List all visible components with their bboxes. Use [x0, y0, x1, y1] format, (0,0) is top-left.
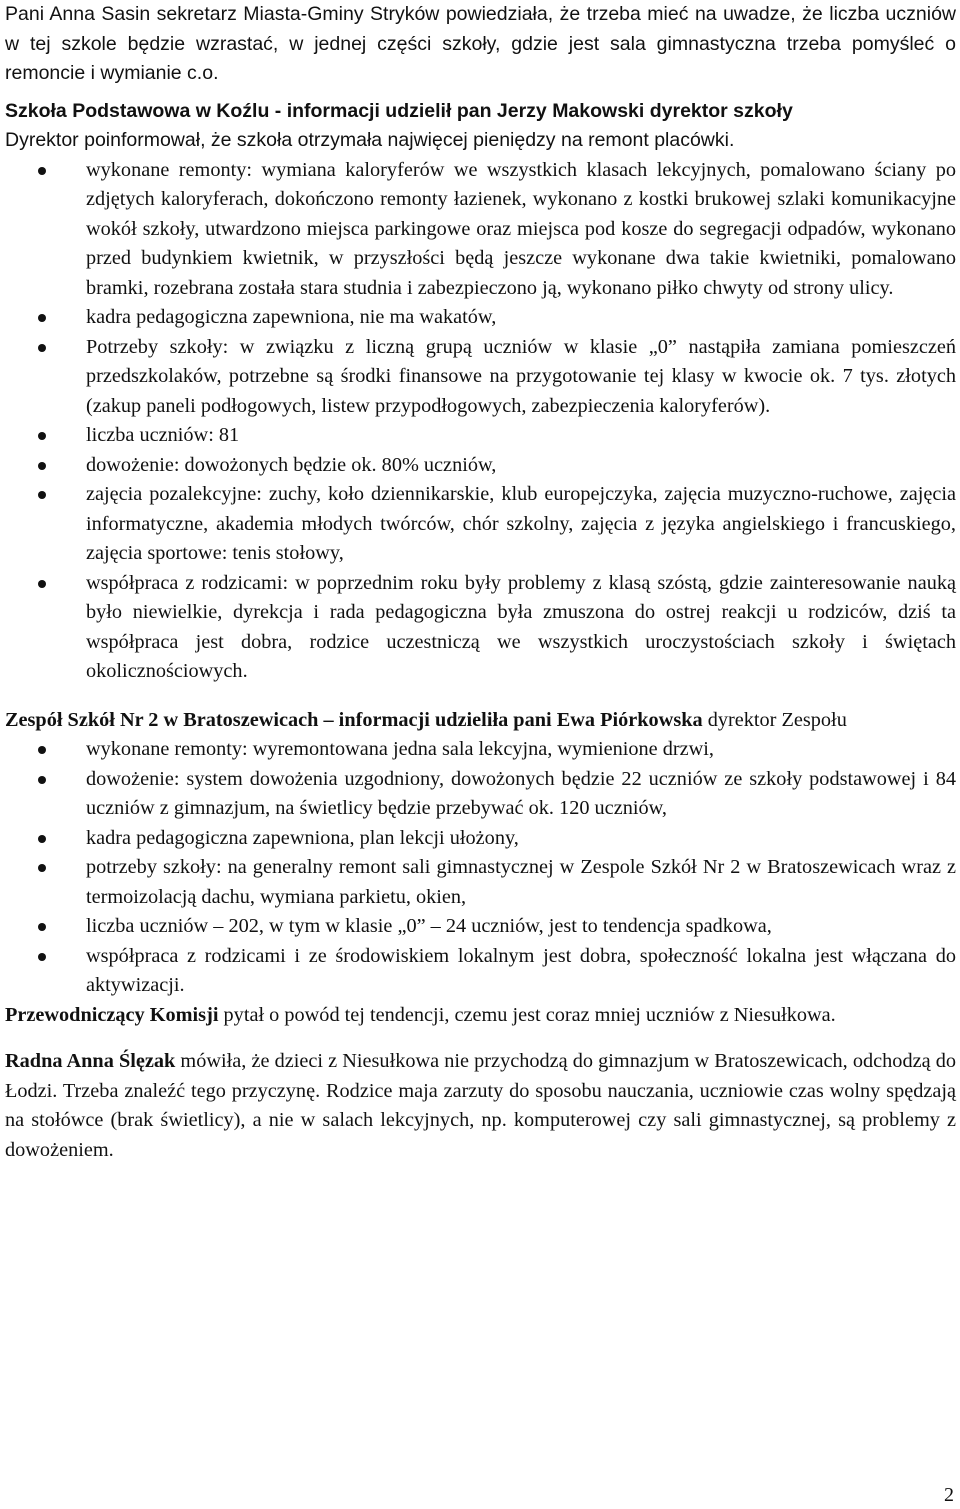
- spacer: [5, 687, 956, 706]
- bullet-icon: [38, 953, 46, 961]
- page-number: 2: [944, 1484, 954, 1506]
- statement-text: pytał o powód tej tendencji, czemu jest coraz mniej uczniów z Niesułkowa.: [218, 1003, 836, 1026]
- section1-heading: Szkoła Podstawowa w Koźlu - informacji udzielił pan Jerzy Makowski dyrektor szkoły: [5, 99, 793, 122]
- statement-text: mówiła, że dzieci z Niesułkowa nie przychodzą do gimnazjum w Bratoszewicach, odchodzą do Łodzi. Trzeba znaleźć tego przyczynę. Rodzice maja zarzuty do sposobu nauczania, uczniowie czas wolny spędzają na stołówce (brak świetlicy), a nie w salach lekcyjnych, np. komputerowej czy sali gimnastycznej, są problemy z dowożeniem.: [5, 1050, 956, 1161]
- bullet-icon: [38, 167, 46, 175]
- spacer: [5, 1030, 956, 1047]
- bullet-icon: [38, 864, 46, 872]
- bullet-icon: [38, 746, 46, 754]
- speaker-name: Przewodniczący Komisji: [5, 1003, 219, 1026]
- list-item-text: kadra pedagogiczna zapewniona, plan lekcji ułożony,: [86, 826, 519, 849]
- intro-paragraph: Pani Anna Sasin sekretarz Miasta-Gminy Stryków powiedziała, że trzeba mieć na uwadze, że liczba uczniów w tej szkole będzie wzrastać, w jednej części szkoły, gdzie jest sala gimnastyczna trzeba pomyśleć o remoncie i wymianie c.o.: [5, 3, 956, 84]
- list-item-text: wykonane remonty: wyremontowana jedna sala lekcyjna, wymienione drzwi,: [86, 738, 714, 760]
- list-item: [5, 333, 956, 422]
- bullet-icon: [38, 776, 46, 784]
- section2-list: [5, 735, 956, 1001]
- bullet-icon: [38, 923, 46, 931]
- list-item-text: wykonane remonty: wymiana kaloryferów we wszystkich klasach lekcyjnych, pomalowano ściany po zdjętych kaloryferach, dokończono remonty łazienek, wykonano z kostki brukowej szlaki komunikacyjne wokół szkoły, utwardzono miejsca parkingowe oraz miejsca pod kosze do segregacji odpadów, wykonano przed budynkiem kwietnik, w przyszłości będą jeszcze wykonane dwa takie kwietniki, pomalowano bramki, rozebrana została stara studnia i zabezpieczono ją, wykonano piłko chwyty od strony ulicy.: [86, 158, 956, 299]
- bullet-icon: [38, 835, 46, 843]
- list-item-text: potrzeby szkoły: na generalny remont sali gimnastycznej w Zespole Szkół Nr 2 w Bratoszewicach wraz z termoizolacją dachu, wymiana parkietu, okien,: [86, 856, 956, 908]
- councillor-remark: [5, 1047, 956, 1165]
- list-item: [5, 824, 956, 854]
- bullet-icon: [38, 580, 46, 588]
- list-item-text: dowożenie: system dowożenia uzgodniony, dowożonych będzie 22 uczniów ze szkoły podstawowej i 84 uczniów z gimnazjum, na świetlicy będzie przebywać ok. 120 uczniów,: [86, 767, 956, 819]
- list-item-text: kadra pedagogiczna zapewniona, nie ma wakatów,: [86, 306, 497, 328]
- list-item: [5, 942, 956, 1001]
- spacer: [5, 89, 956, 97]
- list-item: [5, 912, 956, 942]
- bullet-icon: [38, 314, 46, 322]
- bullet-icon: [38, 432, 46, 440]
- list-item: [5, 451, 956, 481]
- list-item-text: współpraca z rodzicami i ze środowiskiem lokalnym jest dobra, społeczność lokalna jest włączana do aktywizacji.: [86, 944, 956, 996]
- list-item: [5, 303, 956, 333]
- list-item-text: Potrzeby szkoły: w związku z liczną grupą uczniów w klasie „0” nastąpiła zamiana pomieszczeń przedszkolaków, potrzebne są środki finansowe na przygotowanie tej klasy w kwocie ok. 7 tys. złotych (zakup paneli podłogowych, listew przypodłogowych, zabezpieczenia kaloryferów).: [86, 335, 956, 417]
- list-item-text: liczba uczniów – 202, w tym w klasie „0” – 24 uczniów, jest to tendencja spadkowa,: [86, 915, 772, 937]
- list-item: [5, 569, 956, 687]
- bullet-icon: [38, 462, 46, 470]
- bullet-icon: [38, 344, 46, 352]
- section1-list: [5, 156, 956, 687]
- list-item: [5, 853, 956, 912]
- bullet-icon: [38, 491, 46, 499]
- section2-heading-bold: Zespół Szkół Nr 2 w Bratoszewicach – informacji udzieliła pani Ewa Piórkowska: [5, 708, 703, 731]
- section2-heading: [5, 706, 956, 736]
- list-item-text: liczba uczniów: 81: [86, 424, 240, 446]
- list-item-text: zajęcia pozalekcyjne: zuchy, koło dziennikarskie, klub europejczyka, zajęcia muzyczno-ruchowe, zajęcia informatyczne, akademia młodych twórców, chór szkolny, zajęcia z języka angielskiego i francuskiego, zajęcia sportowe: tenis stołowy,: [86, 483, 956, 564]
- section2-heading-rest: dyrektor Zespołu: [707, 708, 847, 731]
- list-item: [5, 765, 956, 824]
- list-item-text: dowożenie: dowożonych będzie ok. 80% uczniów,: [86, 453, 497, 476]
- speaker-name: Radna Anna Ślęzak: [5, 1050, 176, 1072]
- list-item: [5, 735, 956, 765]
- commission-question: [5, 1001, 956, 1031]
- list-item-text: współpraca z rodzicami: w poprzednim roku były problemy z klasą szóstą, gdzie zainteresowanie nauką było niewielkie, dyrekcja i rada pedagogiczna była zmuszona do ostrej reakcji u rodziców, dziś ta współpraca jest dobra, rodzice uczestniczą we wszystkich uroczystościach szkoły i świętach okolicznościowych.: [86, 571, 956, 682]
- list-item: [5, 421, 956, 451]
- list-item: [5, 480, 956, 569]
- section1-lead: Dyrektor poinformował, że szkoła otrzymała najwięcej pieniędzy na remont placówki.: [5, 129, 735, 151]
- list-item: [5, 156, 956, 304]
